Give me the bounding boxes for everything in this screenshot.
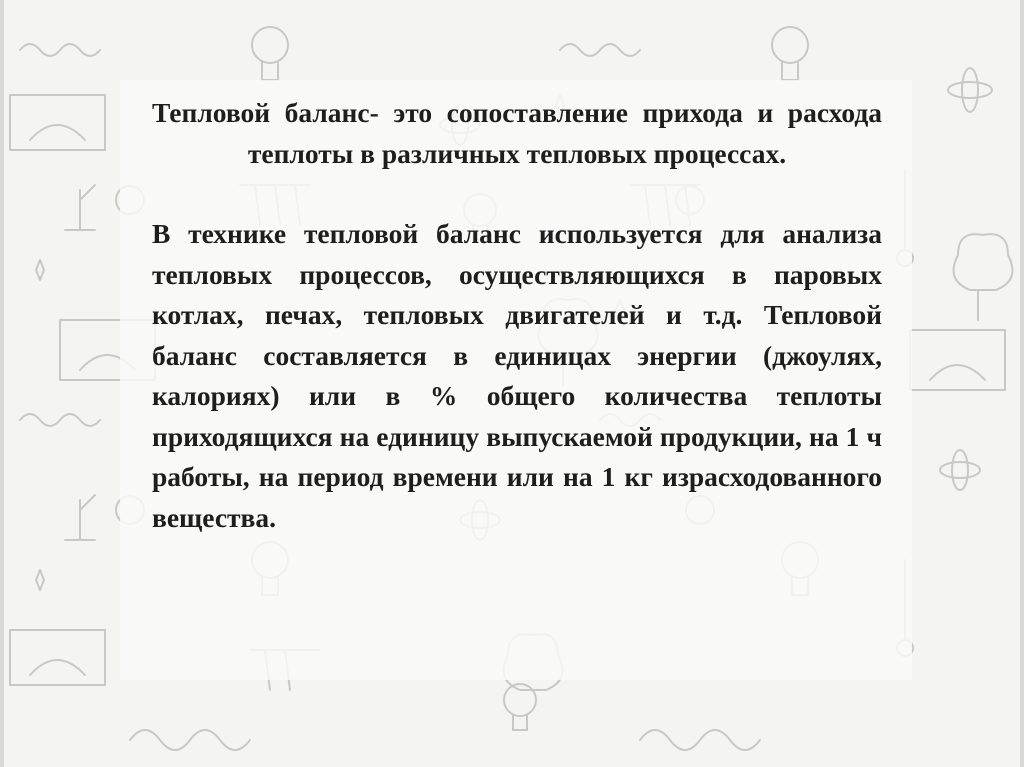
usage-paragraph: В технике тепловой баланс используется для анализа тепловых процессов, осуществляющихся в паровых котлах, печах, тепловых двигателей и т.д. Тепловой баланс составляется в единицах энергии (джоулях, калориях) или в % общего количества теплоты приходящихся на единицу выпускаемой продукции, на 1 ч работы, на период времени или на 1 кг израсходованного вещества. xyxy=(152,218,882,533)
slide-body xyxy=(152,93,882,538)
left-frame-border xyxy=(0,0,4,767)
definition-paragraph: Тепловой баланс- это сопоставление прихода и расхода теплоты в различных тепловых процессах. xyxy=(152,97,882,169)
right-frame-border xyxy=(1020,0,1024,767)
paragraph-gap xyxy=(152,174,882,214)
